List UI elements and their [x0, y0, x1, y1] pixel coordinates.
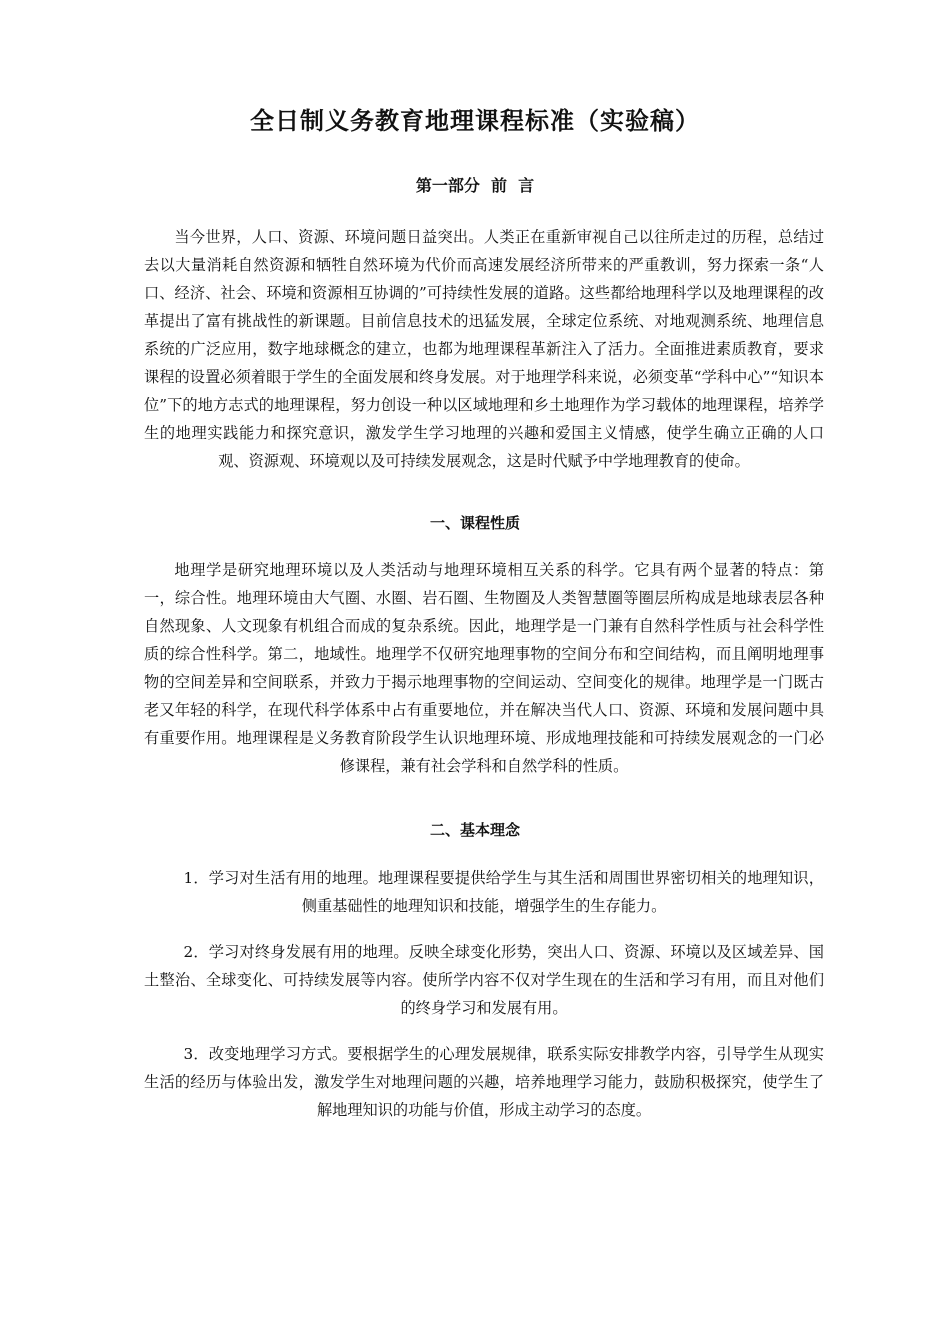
part-title: 第一部分 前 言	[415, 176, 535, 195]
section-heading-course-nature: 一、课程性质	[429, 514, 520, 532]
concept-item-3: 3．改变地理学习方式。要根据学生的心理发展规律，联系实际安排教学内容，引导学生从现实生活的经历与体验出发，激发学生对地理问题的兴趣，培养地理学习能力，鼓励积极探究，使学生了解地理知识的功能与价值，形成主动学习的态度。	[144, 1045, 824, 1119]
course-nature-paragraph: 地理学是研究地理环境以及人类活动与地理环境相互关系的科学。它具有两个显著的特点：第一，综合性。地理环境由大气圈、水圈、岩石圈、生物圈及人类智慧圈等圈层所构成是地球表层各种自然现象、人文现象有机组合而成的复杂系统。因此，地理学是一门兼有自然科学性质与社会科学性质的综合性科学。第二，地域性。地理学不仅研究地理事物的空间分布和空间结构，而且阐明地理事物的空间差异和空间联系，并致力于揭示地理事物的空间运动、空间变化的规律。地理学是一门既古老又年轻的科学，在现代科学体系中占有重要地位，并在解决当代人口、资源、环境和发展问题中具有重要作用。地理课程是义务教育阶段学生认识地理环境、形成地理技能和可持续发展观念的一门必修课程，兼有社会学科和自然学科的性质。	[144, 561, 824, 775]
concept-item-2: 2．学习对终身发展有用的地理。反映全球变化形势，突出人口、资源、环境以及区域差异、国土整治、全球变化、可持续发展等内容。使所学内容不仅对学生现在的生活和学习有用，而且对他们的终身学习和发展有用。	[144, 943, 824, 1017]
concept-item-1: 1．学习对生活有用的地理。地理课程要提供给学生与其生活和周围世界密切相关的地理知识，侧重基础性的地理知识和技能，增强学生的生存能力。	[183, 869, 824, 915]
document-title: 全日制义务教育地理课程标准（实验稿）	[250, 107, 700, 135]
preface-paragraph: 当今世界，人口、资源、环境问题日益突出。人类正在重新审视自己以往所走过的历程，总结过去以大量消耗自然资源和牺牲自然环境为代价而高速发展经济所带来的严重教训，努力探索一条“人口、经济、社会、环境和资源相互协调的”可持续性发展的道路。这些都给地理科学以及地理课程的改革提出了富有挑战性的新课题。目前信息技术的迅猛发展，全球定位系统、对地观测系统、地理信息系统的广泛应用，数字地球概念的建立，也都为地理课程革新注入了活力。全面推进素质教育，要求课程的设置必须着眼于学生的全面发展和终身发展。对于地理学科来说，必须变革“学科中心”“知识本位”下的地方志式的地理课程，努力创设一种以区域地理和乡土地理作为学习载体的地理课程，培养学生的地理实践能力和探究意识，激发学生学习地理的兴趣和爱国主义情感，使学生确立正确的人口观、资源观、环境观以及可持续发展观念，这是时代赋予中学地理教育的使命。	[144, 228, 824, 470]
section-heading-basic-concepts: 二、基本理念	[429, 821, 520, 839]
